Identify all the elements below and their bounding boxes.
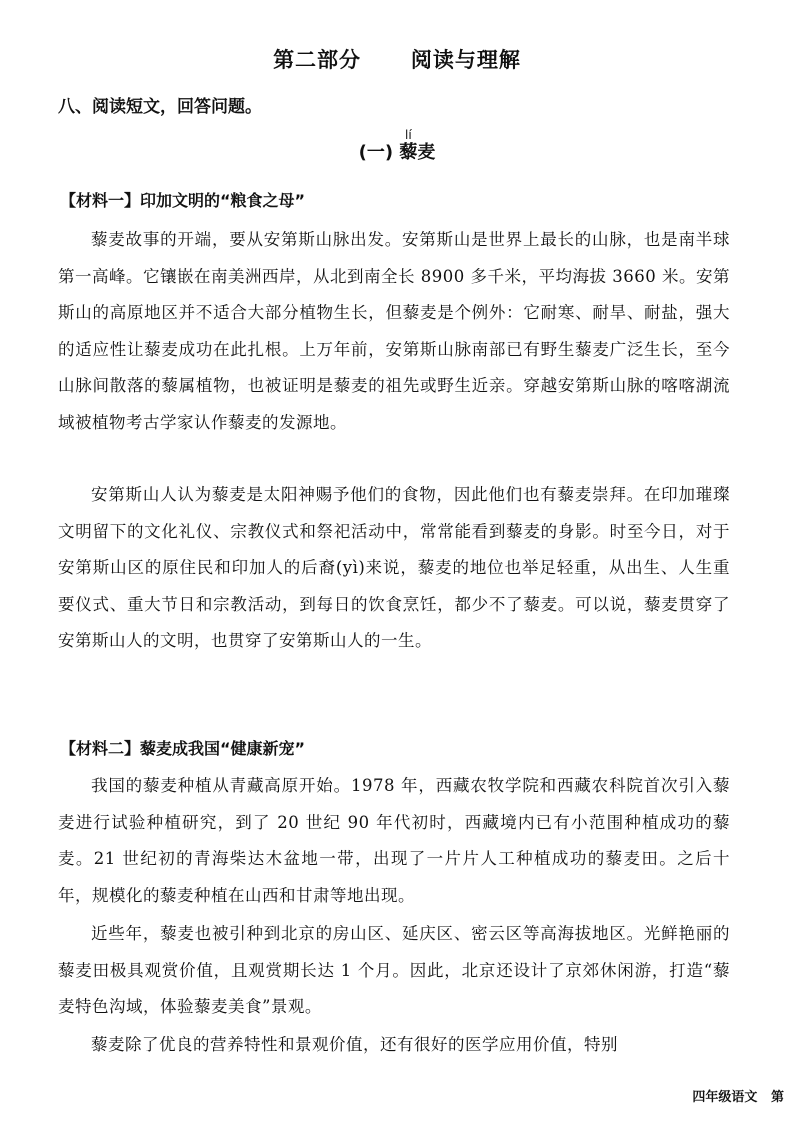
passage-title-word [399, 128, 418, 163]
material-two-paragraph-1: 我国的藜麦种植从青藏高原开始。1978 年，西藏农牧学院和西藏农科院首次引入藜麦进行试验种植研究，到了 20 世纪 90 年代初时，西藏境内已有小范围种植成功的藜麦。21 世纪初的青海柴达木盆地一带，出现了一片片人工种植成功的藜麦田。之后十年，规模化的藜麦种植在山西和甘肃等地出现。 [58, 776, 730, 905]
part-title: 第二部分 阅读与理解 [273, 48, 521, 72]
passage-title-suffix: 麦 [417, 142, 436, 163]
passage-title-character: 藜 [399, 142, 418, 163]
material-two-paragraph-2: 近些年，藜麦也被引种到北京的房山区、延庆区、密云区等高海拔地区。光鲜艳丽的藜麦田极具观赏价值，且观赏期长达 1 个月。因此，北京还设计了京郊休闲游，打造“藜麦特色沟域，体验藜麦美食”景观。 [58, 924, 730, 1016]
passage-title-pinyin: lí [399, 128, 418, 142]
material-two-paragraph-3: 藜麦除了优良的营养特性和景观价值，还有很好的医学应用价值，特别 [91, 1035, 618, 1054]
page-footer: 四年级语文 第 [692, 1090, 784, 1105]
section-title: 八、阅读短文，回答问题。 [58, 97, 262, 117]
passage-number: (一) [358, 142, 400, 163]
passage-title [0, 129, 794, 164]
material-one-paragraph-1: 藜麦故事的开端，要从安第斯山脉出发。安第斯山是世界上最长的山脉，也是南半球第一高峰。它镶嵌在南美洲西岸，从北到南全长 8900 多千米，平均海拔 3660 米。安第斯山的高原地区并不适合大部分植物生长，但藜麦是个例外：它耐寒、耐旱、耐盐，强大的适应性让藜麦成功在此扎根。上万年前，安第斯山脉南部已有野生藜麦广泛生长，至今山脉间散落的藜属植物，也被证明是藜麦的祖先或野生近亲。穿越安第斯山脉的喀喀湖流域被植物考古学家认作藜麦的发源地。 [58, 230, 730, 432]
material-one-heading: 【材料一】印加文明的“粮食之母” [60, 191, 306, 210]
material-one-paragraph-2: 安第斯山人认为藜麦是太阳神赐予他们的食物，因此他们也有藜麦崇拜。在印加璀璨文明留下的文化礼仪、宗教仪式和祭祀活动中，常常能看到藜麦的身影。时至今日，对于安第斯山区的原住民和印加人的后裔(yì)来说，藜麦的地位也举足轻重，从出生、人生重要仪式、重大节日和宗教活动，到每日的饮食烹饪，都少不了藜麦。可以说，藜麦贯穿了安第斯山人的文明，也贯穿了安第斯山人的一生。 [58, 485, 730, 650]
material-two-heading: 【材料二】藜麦成我国“健康新宠” [60, 739, 306, 758]
